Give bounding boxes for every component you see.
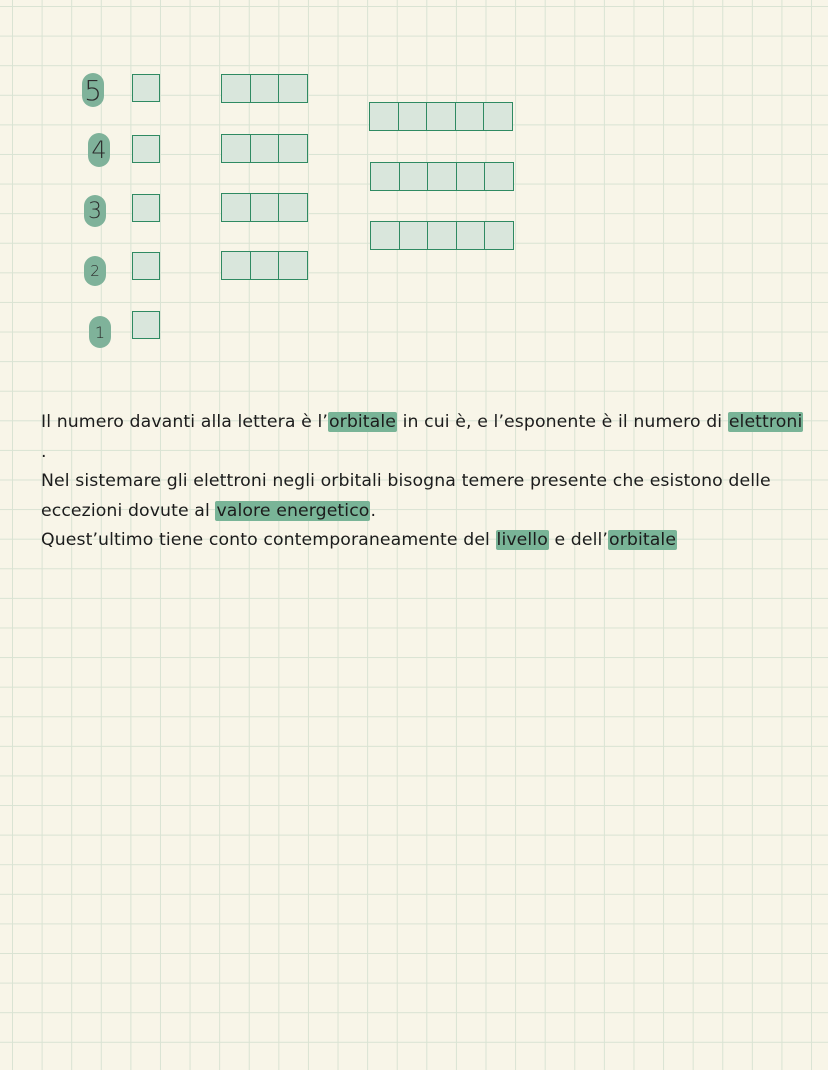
- p-orbital-box: [250, 74, 280, 103]
- p-orbital-box: [250, 251, 280, 280]
- d-orbital-box: [484, 221, 514, 250]
- highlight-livello: livello: [496, 530, 548, 551]
- d-orbital-box: [427, 221, 457, 250]
- p-orbital-box: [250, 193, 280, 222]
- s-orbital-box-level-5: [132, 74, 160, 102]
- p-orbital-group-level-5: [221, 74, 308, 103]
- d-orbital-box: [370, 162, 400, 191]
- p-orbital-group-level-2: [221, 251, 308, 280]
- d-orbital-box: [399, 221, 429, 250]
- p-orbital-group-level-3: [221, 193, 308, 222]
- d-orbital-box: [427, 162, 457, 191]
- p-orbital-box: [221, 74, 251, 103]
- d-orbital-group-level-3: [370, 221, 514, 250]
- p-orbital-box: [278, 251, 308, 280]
- p-orbital-box: [221, 134, 251, 163]
- level-badge-4: 4: [88, 133, 110, 167]
- d-orbital-box: [426, 102, 456, 131]
- d-orbital-box: [456, 162, 486, 191]
- text-span: in cui è, e l’esponente è il numero di: [397, 412, 728, 432]
- text-span: .: [41, 441, 47, 462]
- s-orbital-box-level-4: [132, 135, 160, 163]
- p-orbital-box: [221, 193, 251, 222]
- p-orbital-box: [278, 74, 308, 103]
- text-span: e dell’: [548, 530, 609, 551]
- highlight-elettroni: elettroni: [728, 412, 803, 432]
- d-orbital-box: [370, 221, 400, 250]
- p-orbital-box: [278, 193, 308, 222]
- text-span: Il numero davanti alla lettera è l’: [41, 412, 328, 432]
- highlight-orbitale-2: orbitale: [609, 530, 677, 551]
- level-badge-2: 2: [84, 256, 106, 286]
- d-orbital-group-level-4: [370, 162, 514, 191]
- paragraph-exceptions: [41, 467, 811, 526]
- level-badge-3: 3: [84, 195, 106, 227]
- highlight-orbitale: orbitale: [328, 412, 397, 432]
- p-orbital-box: [250, 134, 280, 163]
- d-orbital-box: [369, 102, 399, 131]
- s-orbital-box-level-2: [132, 252, 160, 280]
- p-orbital-group-level-4: [221, 134, 308, 163]
- text-span: Nel sistemare gli elettroni negli orbitali bisogna temere presente che esistono delle eccezioni dovute al: [41, 471, 771, 521]
- d-orbital-box: [398, 102, 428, 131]
- p-orbital-box: [278, 134, 308, 163]
- p-orbital-box: [221, 251, 251, 280]
- d-orbital-group-level-5: [369, 102, 513, 131]
- paragraph-level-orbital: [41, 526, 811, 556]
- s-orbital-box-level-3: [132, 194, 160, 222]
- s-orbital-box-level-1: [132, 311, 160, 339]
- d-orbital-box: [484, 162, 514, 191]
- orbital-diagram: [0, 0, 828, 380]
- d-orbital-box: [455, 102, 485, 131]
- d-orbital-box: [483, 102, 513, 131]
- highlight-valore-energetico: valore energetico: [216, 500, 370, 521]
- level-badge-5: 5: [82, 73, 104, 107]
- text-span: .: [370, 500, 377, 521]
- notes-text: [41, 408, 811, 556]
- d-orbital-box: [399, 162, 429, 191]
- paragraph-orbital-number: [41, 408, 811, 467]
- d-orbital-box: [456, 221, 486, 250]
- text-span: Quest’ultimo tiene conto contemporaneamente del: [41, 530, 496, 551]
- level-badge-1: 1: [89, 316, 111, 348]
